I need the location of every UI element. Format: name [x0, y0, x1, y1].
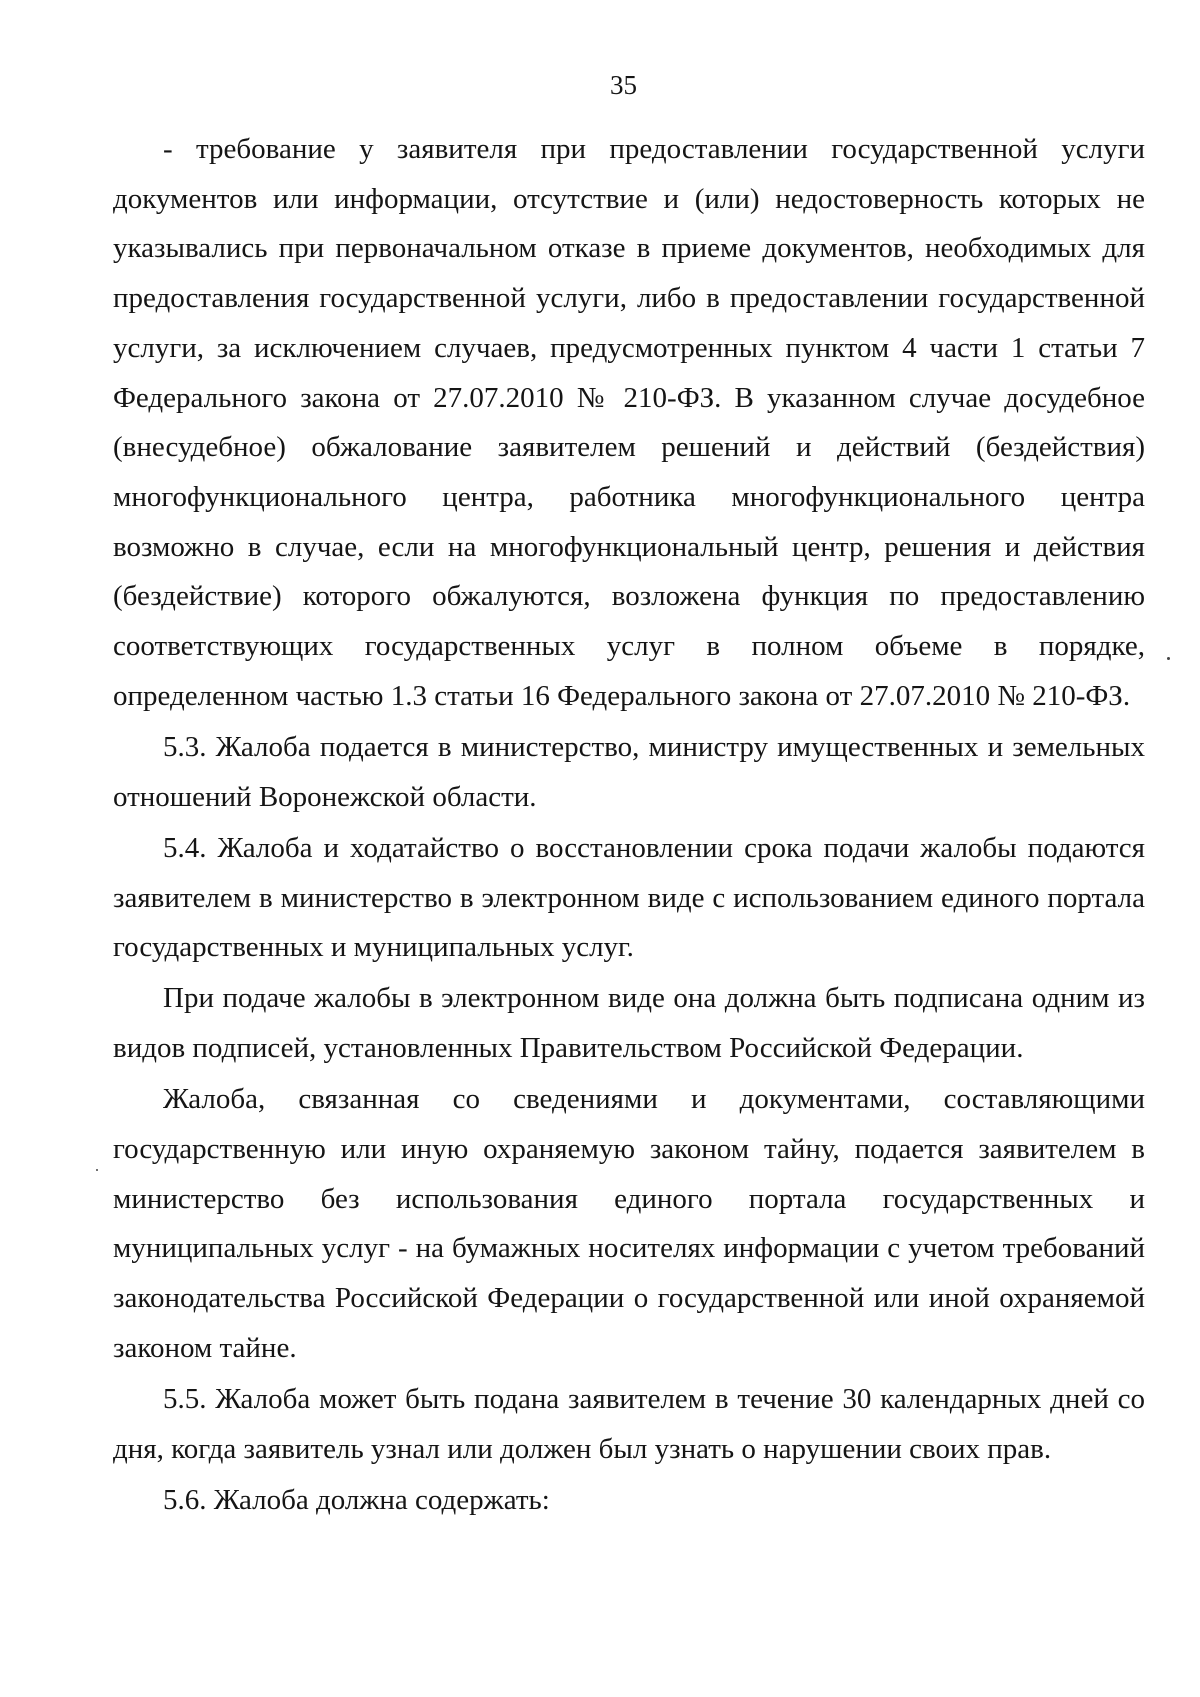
paragraph-5-3: 5.3. Жалоба подается в министерство, министру имущественных и земельных отношений Воронежской области. [113, 730, 1145, 813]
page-number: 35 [610, 70, 637, 100]
scan-dot-left [96, 1169, 98, 1171]
paragraph-mfc-appeal: - требование у заявителя при предоставлении государственной услуги документов или информации, отсутствие и (или) недостоверность которых не указывались при первоначальном отказе в приеме документов, необходимых для предоставления государственной услуги, либо в предоставлении государственной услуги, за исключением случаев, предусмотренных пунктом 4 части 1 статьи 7 Федерального закона от 27.07.2010 № 210-ФЗ. В указанном случае досудебное (внесудебное) обжалование заявителем решений и действий (бездействия) многофункционального центра, работника многофункционального центра возможно в случае, если на многофункциональный центр, решения и действия (бездействие) которого обжалуются, возложена функция по предоставлению соответствующих государственных услуг в полном объеме в порядке, определенном частью 1.3 статьи 16 Федерального закона от 27.07.2010 № 210-ФЗ. [113, 133, 1145, 712]
scan-dot-right [1167, 657, 1170, 660]
paragraph-electronic-signature: При подаче жалобы в электронном виде она должна быть подписана одним из видов подписей, установленных Правительством Российской Федерации. [113, 982, 1145, 1065]
paragraph-state-secret: Жалоба, связанная со сведениями и документами, составляющими государственную или иную охраняемую законом тайну, подается заявителем в министерство без использования единого портала государственных и муниципальных услуг - на бумажных носителях информации с учетом требований законодательства Российской Федерации о государственной или иной охраняемой законом тайне. [113, 1083, 1145, 1364]
paragraph-5-4: 5.4. Жалоба и ходатайство о восстановлении срока подачи жалобы подаются заявителем в министерство в электронном виде с использованием единого портала государственных и муниципальных услуг. [113, 831, 1145, 964]
paragraph-5-5: 5.5. Жалоба может быть подана заявителем в течение 30 календарных дней со дня, когда заявитель узнал или должен был узнать о нарушении своих прав. [113, 1383, 1145, 1465]
document-body [113, 125, 1145, 1527]
paragraph-5-6: 5.6. Жалоба должна содержать: [163, 1483, 550, 1516]
